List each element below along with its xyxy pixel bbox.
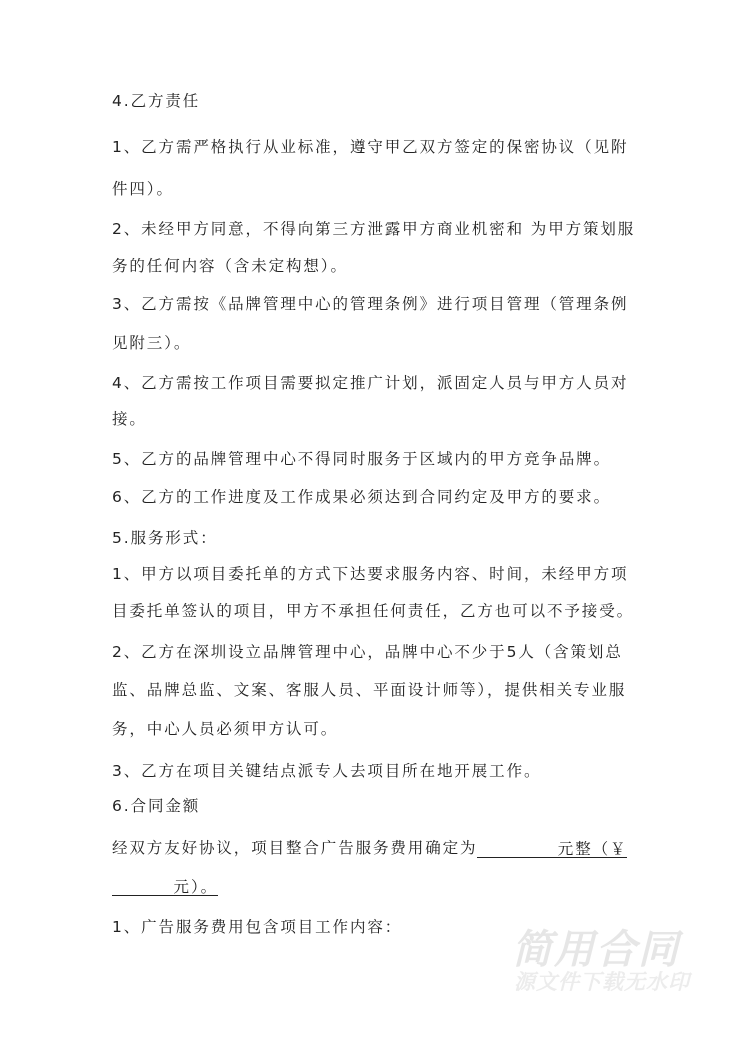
text-line: 目委托单签认的项目，甲方不承担任何责任，乙方也可以不予接受。 <box>112 602 635 620</box>
text-line: 4、乙方需按工作项目需要拟定推广计划，派固定人员与甲方人员对 <box>112 374 629 392</box>
text-line: 3、乙方在项目关键结点派专人去项目所在地开展工作。 <box>112 762 542 780</box>
text-line: 3、乙方需按《品牌管理中心的管理条例》进行项目管理（管理条例 <box>112 295 629 313</box>
contract-amount-line-2 <box>112 876 218 896</box>
text-line: 务的任何内容（含未定构想）。 <box>112 257 348 275</box>
amount-prefix: 经双方友好协议，项目整合广告服务费用确定为 <box>112 839 478 857</box>
watermark-logo: 简用合同 <box>512 927 680 973</box>
text-line: 5.服务形式： <box>112 529 218 547</box>
text-line: 接。 <box>112 410 147 428</box>
amount-blank-number <box>112 877 218 896</box>
text-line: 2、未经甲方同意，不得向第三方泄露甲方商业机密和 为甲方策划服 <box>112 220 636 238</box>
text-line: 6、乙方的工作进度及工作成果必须达到合同约定及甲方的要求。 <box>112 488 611 506</box>
contract-amount-line <box>112 838 627 858</box>
text-line: 务，中心人员必须甲方认可。 <box>112 720 339 738</box>
text-line: 1、乙方需严格执行从业标准，遵守甲乙双方签定的保密协议（见附 <box>112 138 629 156</box>
watermark-subtitle: 源文件下载无水印 <box>514 970 690 994</box>
text-line: 2、乙方在深圳设立品牌管理中心，品牌中心不少于5人（含策划总 <box>112 643 623 661</box>
text-line: 1、甲方以项目委托单的方式下达要求服务内容、时间，未经甲方项 <box>112 565 629 583</box>
fee-content-item: 1、广告服务费用包含项目工作内容： <box>112 918 403 936</box>
text-line: 件四）。 <box>112 180 174 198</box>
amount-blank-chinese <box>477 839 627 858</box>
text-line: 5、乙方的品牌管理中心不得同时服务于区域内的甲方竞争品牌。 <box>112 450 611 468</box>
amount-unit-yuan-zheng: 元整（￥ <box>557 840 628 858</box>
text-line: 监、品牌总监、文案、客服人员、平面设计师等），提供相关专业服 <box>112 681 627 699</box>
amount-unit-yuan: 元）。 <box>173 878 218 896</box>
text-line: 6.合同金额 <box>112 797 201 815</box>
text-line: 见附三）。 <box>112 334 192 352</box>
text-line: 4.乙方责任 <box>112 92 201 110</box>
